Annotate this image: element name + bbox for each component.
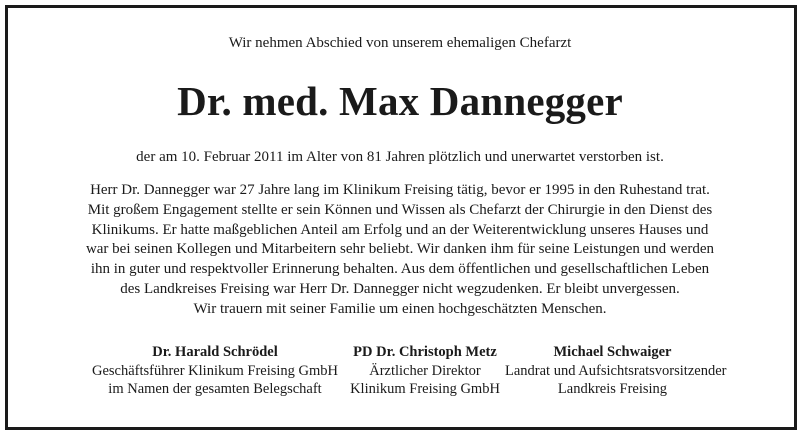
signatory-title: Landrat und Aufsichtsratsvorsitzender: [505, 362, 727, 379]
death-statement: der am 10. Februar 2011 im Alter von 81 Jahren plötzlich und unerwartet verstorben ist.: [136, 149, 664, 165]
signatory-title: Geschäftsführer Klinikum Freising GmbH: [91, 362, 339, 379]
signatory-affiliation: Klinikum Freising GmbH: [350, 381, 500, 397]
deceased-name: Dr. med. Max Dannegger: [177, 78, 623, 124]
tribute-line: Klinikums. Er hatte maßgeblichen Anteil am Erfolg und an der Weiterentwicklung unseres Hauses und: [91, 221, 709, 238]
tribute-line: Herr Dr. Dannegger war 27 Jahre lang im Klinikum Freising tätig, bevor er 1995 in den Ruhestand trat.: [90, 182, 710, 198]
signatory-name: PD Dr. Christoph Metz: [353, 344, 497, 360]
signatory-name: Michael Schwaiger: [553, 344, 672, 360]
signatory-title: Ärztlicher Direktor: [369, 362, 481, 379]
tribute-text: [60, 181, 740, 300]
signatory-ceo: [85, 343, 345, 399]
tribute-line: Mit großem Engagement stellte er sein Können und Wissen als Chefarzt der Chirurgie in den Dienst des: [87, 201, 713, 218]
signatory-medical-director: [345, 343, 505, 399]
signatory-name: Dr. Harald Schrödel: [152, 344, 278, 360]
signatories: [0, 343, 800, 403]
signatory-affiliation: Landkreis Freising: [557, 381, 668, 397]
tribute-line: des Landkreises Freising war Herr Dr. Dannegger nicht wegzudenken. Er bleibt unvergessen.: [120, 280, 680, 297]
tribute-line: war bei seinen Kollegen und Mitarbeitern sehr beliebt. Wir danken ihm für seine Leistungen und werden: [85, 241, 715, 258]
intro-text: Wir nehmen Abschied von unserem ehemaligen Chefarzt: [228, 35, 572, 51]
mourning-statement: Wir trauern mit seiner Familie um einen hochgeschätzten Menschen.: [193, 301, 607, 317]
signatory-district-administrator: [505, 343, 727, 399]
signatory-affiliation: im Namen der gesamten Belegschaft: [108, 381, 322, 397]
tribute-line: ihn in guter und respektvoller Erinnerung behalten. Aus dem öffentlichen und gesellschaftlichen Leben: [90, 261, 710, 278]
